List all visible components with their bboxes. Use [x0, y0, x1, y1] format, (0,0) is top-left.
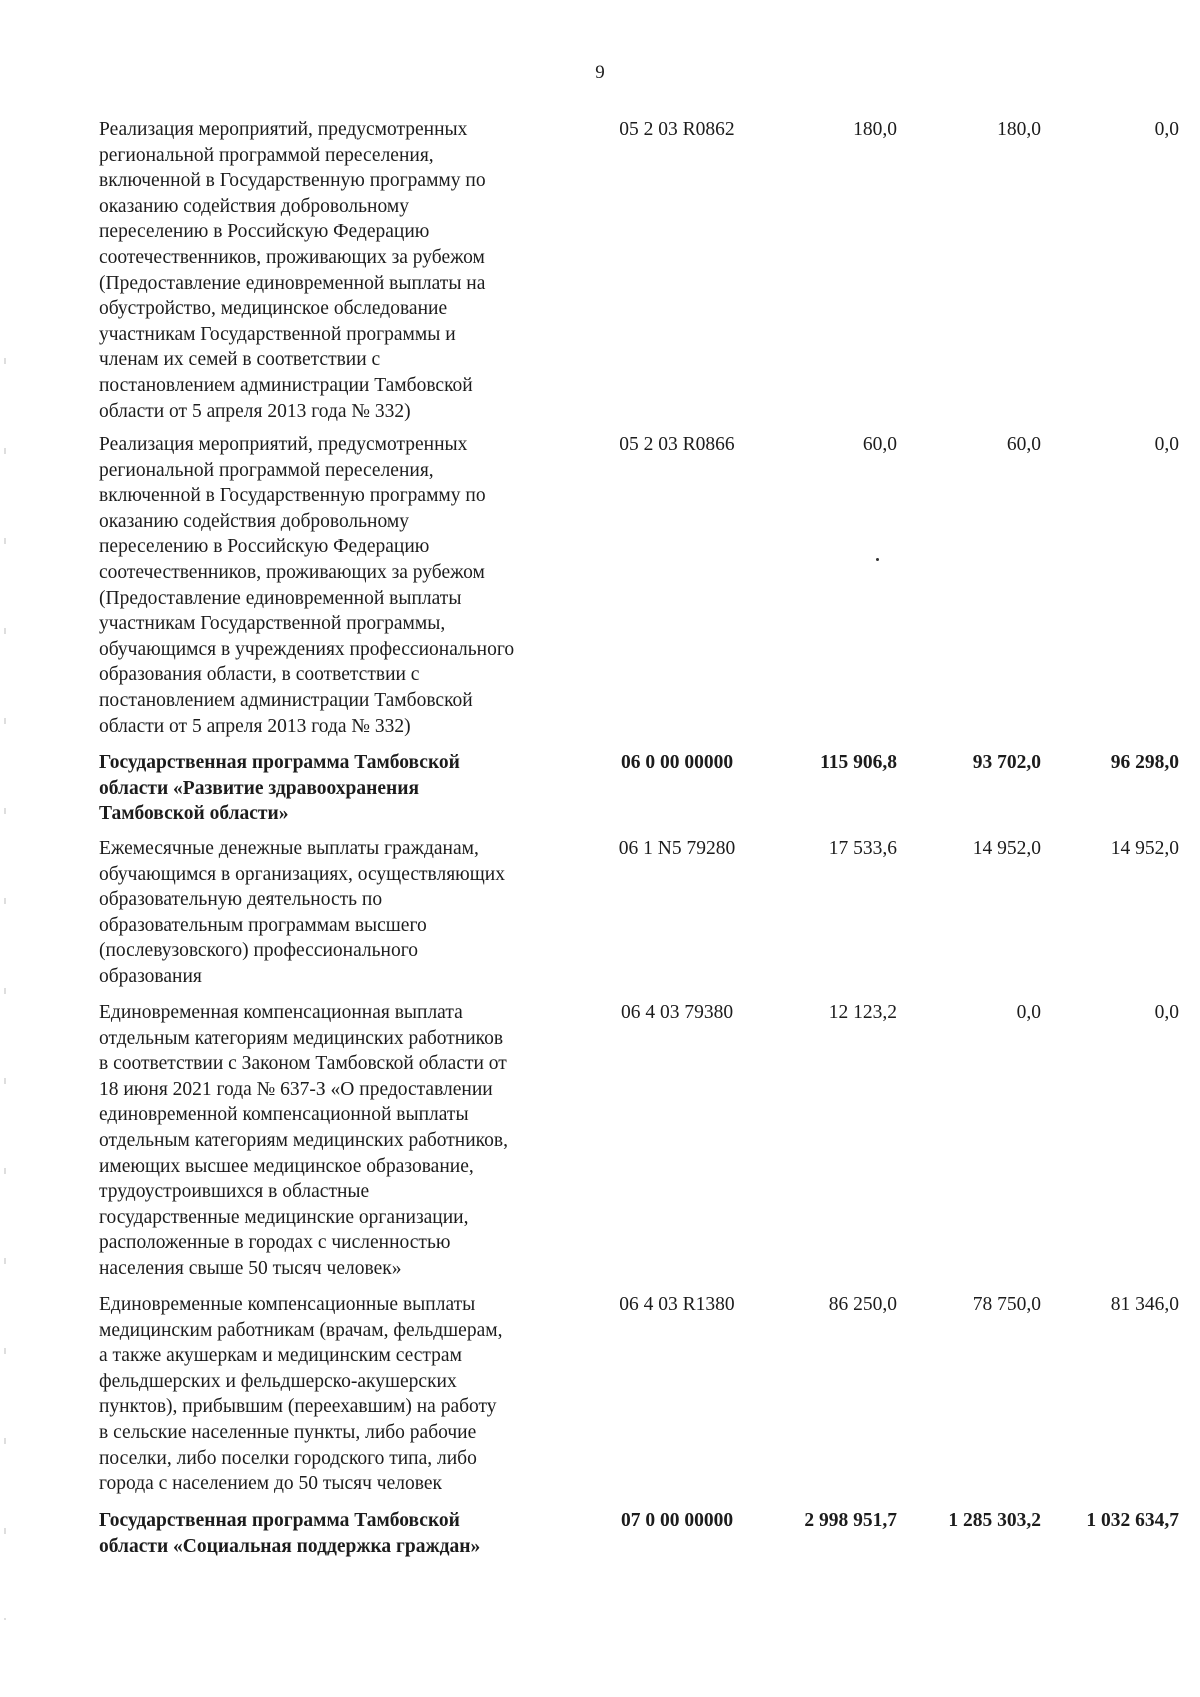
- row-value-1: 115 906,8: [820, 752, 897, 773]
- row-value-2: 78 750,0: [972, 1294, 1041, 1315]
- row-value-1: 17 533,6: [828, 838, 897, 859]
- row-description: Единовременная компенсационная выплата отдельным категориям медицинских работников в соответствии с Законом Тамбовской области от 18 июня 2021 года № 637-З «О предоставлении единовременной компенсационной выплаты отдельным категориям медицинских работников, имеющих высшее медицинское образование, трудоустроившихся в областные государственные медицинские организации, расположенные в городах с численностью населения свыше 50 тысяч человек»: [99, 1002, 508, 1279]
- row-value-1: 12 123,2: [828, 1002, 897, 1023]
- row-value-1: 86 250,0: [828, 1294, 897, 1315]
- page-number: 9: [595, 62, 605, 83]
- row-code: 06 1 N5 79280: [618, 838, 736, 859]
- row-value-2: 60,0: [1006, 434, 1041, 455]
- row-value-1: 60,0: [862, 434, 897, 455]
- row-description: Государственная программа Тамбовской области «Развитие здравоохранения Тамбовской области»: [99, 752, 460, 825]
- row-code: 05 2 03 R0866: [619, 434, 735, 455]
- row-value-2: 1 285 303,2: [948, 1510, 1041, 1531]
- row-description: Реализация мероприятий, предусмотренных региональной программой переселения, включенной в Государственную программу по оказанию содействия добровольному переселению в Российскую Федерацию соотечественников, проживающих за рубежом (Предоставление единовременной выплаты на обустройство, медицинское обследование участникам Государственной программы и членам их семей в соответствии с постановлением администрации Тамбовской области от 5 апреля 2013 года № 332): [99, 119, 486, 422]
- row-value-3: 96 298,0: [1110, 752, 1179, 773]
- row-value-1: 2 998 951,7: [804, 1510, 897, 1531]
- row-code: 06 0 00 00000: [620, 752, 734, 773]
- row-value-1: 180,0: [853, 119, 897, 140]
- row-value-3: 0,0: [1154, 434, 1179, 455]
- scan-speck: [876, 558, 879, 561]
- row-description: Ежемесячные денежные выплаты гражданам, обучающимся в организациях, осуществляющих образовательную деятельность по образовательным программам высшего (послевузовского) профессионального образования: [99, 838, 505, 987]
- row-value-3: 81 346,0: [1110, 1294, 1179, 1315]
- row-description: Реализация мероприятий, предусмотренных региональной программой переселения, включенной в Государственную программу по оказанию содействия добровольному переселению в Российскую Федерацию соотечественников, проживающих за рубежом (Предоставление единовременной выплаты участникам Государственной программы, обучающимся в учреждениях профессионального образования области, в соответствии с постановлением администрации Тамбовской области от 5 апреля 2013 года № 332): [99, 434, 515, 737]
- row-value-3: 1 032 634,7: [1086, 1510, 1179, 1531]
- row-value-2: 0,0: [1016, 1002, 1041, 1023]
- row-value-3: 14 952,0: [1110, 838, 1179, 859]
- scan-edge-marks: [4, 320, 6, 1620]
- row-value-3: 0,0: [1154, 119, 1179, 140]
- row-description: Государственная программа Тамбовской области «Социальная поддержка граждан»: [99, 1510, 481, 1557]
- row-value-2: 93 702,0: [972, 752, 1041, 773]
- row-description: Единовременные компенсационные выплаты медицинским работникам (врачам, фельдшерам, а также акушеркам и медицинским сестрам фельдшерских и фельдшерско-акушерских пунктов), прибывшим (переехавшим) на работу в сельские населенные пункты, либо рабочие поселки, либо поселки городского типа, либо города с населением до 50 тысяч человек: [99, 1294, 503, 1495]
- row-code: 07 0 00 00000: [620, 1510, 734, 1531]
- row-code: 06 4 03 R1380: [619, 1294, 735, 1315]
- row-value-2: 180,0: [997, 119, 1041, 140]
- row-value-3: 0,0: [1154, 1002, 1179, 1023]
- row-code: 06 4 03 79380: [620, 1002, 734, 1023]
- row-value-2: 14 952,0: [972, 838, 1041, 859]
- row-code: 05 2 03 R0862: [619, 119, 735, 140]
